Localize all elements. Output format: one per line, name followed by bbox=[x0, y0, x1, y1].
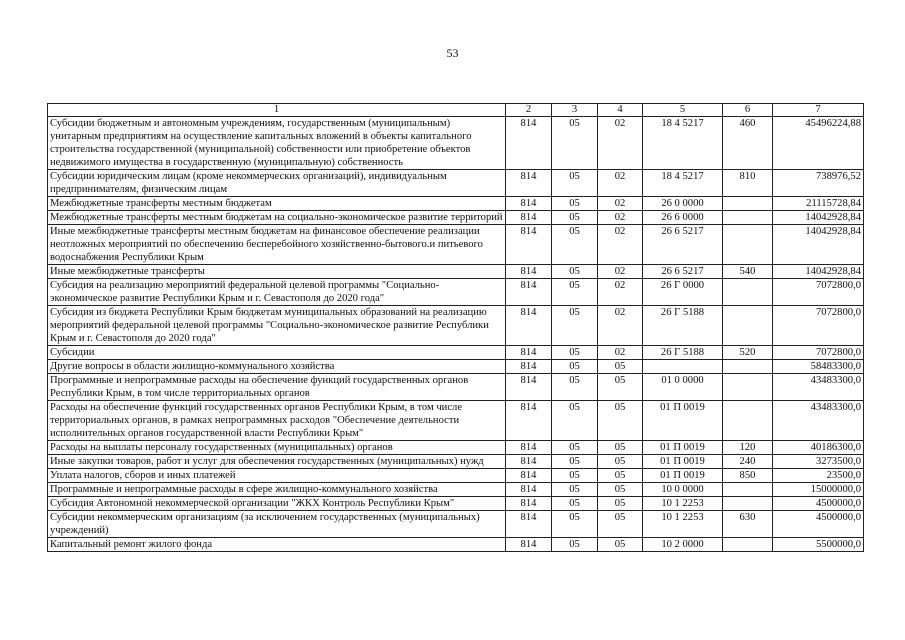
expense-type-cell bbox=[723, 497, 773, 511]
expense-type-cell: 520 bbox=[723, 346, 773, 360]
row-name-cell: Иные межбюджетные трансферты местным бюджетам на финансовое обеспечение реализации неотложных мероприятий по обеспечению бесперебойного хозяйственно-бытового.и питьевого водоснабжения Республики Крым bbox=[48, 225, 506, 265]
section-code-cell: 05 bbox=[552, 117, 598, 170]
expense-type-cell bbox=[723, 225, 773, 265]
admin-code-cell: 814 bbox=[506, 170, 552, 197]
row-name-cell: Иные закупки товаров, работ и услуг для обеспечения государственных (муниципальных) нужд bbox=[48, 455, 506, 469]
table-row bbox=[48, 306, 864, 346]
header-row bbox=[48, 104, 864, 117]
row-name-cell: Программные и непрограммные расходы на обеспечение функций государственных органов Республики Крым, в том числе территориальных органов bbox=[48, 374, 506, 401]
section-code-cell: 05 bbox=[552, 170, 598, 197]
subsection-code-cell: 05 bbox=[598, 374, 643, 401]
row-name-cell: Субсидия из бюджета Республики Крым бюджетам муниципальных образований на реализацию мероприятий федеральной целевой программы "Социально-экономическое развитие Республики Крым и г. Севастополя до 2020 года" bbox=[48, 306, 506, 346]
amount-cell: 7072800,0 bbox=[773, 306, 864, 346]
subsection-code-cell: 02 bbox=[598, 279, 643, 306]
expense-type-cell bbox=[723, 279, 773, 306]
amount-cell: 4500000,0 bbox=[773, 497, 864, 511]
section-code-cell: 05 bbox=[552, 346, 598, 360]
target-article-cell: 01 П 0019 bbox=[643, 441, 723, 455]
subsection-code-cell: 05 bbox=[598, 360, 643, 374]
row-name-cell: Субсидии юридическим лицам (кроме некоммерческих организаций), индивидуальным предпринимателям, физическим лицам bbox=[48, 170, 506, 197]
amount-cell: 43483300,0 bbox=[773, 374, 864, 401]
admin-code-cell: 814 bbox=[506, 469, 552, 483]
row-name-cell: Расходы на обеспечение функций государственных органов Республики Крым, в том числе территориальных органов, в рамках непрограммных расходов "Обеспечение деятельности исполнительных органов государственной власти Республики Крым" bbox=[48, 401, 506, 441]
table-row bbox=[48, 511, 864, 538]
section-code-cell: 05 bbox=[552, 483, 598, 497]
subsection-code-cell: 05 bbox=[598, 511, 643, 538]
section-code-cell: 05 bbox=[552, 211, 598, 225]
section-code-cell: 05 bbox=[552, 225, 598, 265]
subsection-code-cell: 05 bbox=[598, 455, 643, 469]
admin-code-cell: 814 bbox=[506, 538, 552, 552]
subsection-code-cell: 02 bbox=[598, 211, 643, 225]
target-article-cell: 26 Г 0000 bbox=[643, 279, 723, 306]
section-code-cell: 05 bbox=[552, 360, 598, 374]
header-cell: 6 bbox=[723, 104, 773, 117]
expense-type-cell: 810 bbox=[723, 170, 773, 197]
admin-code-cell: 814 bbox=[506, 197, 552, 211]
amount-cell: 40186300,0 bbox=[773, 441, 864, 455]
subsection-code-cell: 02 bbox=[598, 170, 643, 197]
row-name-cell: Субсидии некоммерческим организациям (за исключением государственных (муниципальных) учреждений) bbox=[48, 511, 506, 538]
amount-cell: 14042928,84 bbox=[773, 211, 864, 225]
header-cell: 3 bbox=[552, 104, 598, 117]
section-code-cell: 05 bbox=[552, 455, 598, 469]
admin-code-cell: 814 bbox=[506, 306, 552, 346]
table-row bbox=[48, 279, 864, 306]
expense-type-cell bbox=[723, 374, 773, 401]
admin-code-cell: 814 bbox=[506, 401, 552, 441]
subsection-code-cell: 05 bbox=[598, 497, 643, 511]
expense-type-cell bbox=[723, 538, 773, 552]
row-name-cell: Субсидия на реализацию мероприятий федеральной целевой программы "Социально-экономическое развитие Республики Крым и г. Севастополя до 2020 года" bbox=[48, 279, 506, 306]
table-row bbox=[48, 265, 864, 279]
target-article-cell: 10 0 0000 bbox=[643, 483, 723, 497]
target-article-cell: 18 4 5217 bbox=[643, 170, 723, 197]
subsection-code-cell: 05 bbox=[598, 401, 643, 441]
row-name-cell: Иные межбюджетные трансферты bbox=[48, 265, 506, 279]
subsection-code-cell: 02 bbox=[598, 197, 643, 211]
expense-type-cell: 630 bbox=[723, 511, 773, 538]
expense-type-cell bbox=[723, 360, 773, 374]
target-article-cell: 26 0 0000 bbox=[643, 197, 723, 211]
row-name-cell: Межбюджетные трансферты местным бюджетам на социально-экономическое развитие территорий bbox=[48, 211, 506, 225]
admin-code-cell: 814 bbox=[506, 346, 552, 360]
target-article-cell: 26 Г 5188 bbox=[643, 306, 723, 346]
row-name-cell: Субсидии bbox=[48, 346, 506, 360]
target-article-cell: 26 6 5217 bbox=[643, 225, 723, 265]
target-article-cell: 01 П 0019 bbox=[643, 401, 723, 441]
admin-code-cell: 814 bbox=[506, 279, 552, 306]
expense-type-cell: 240 bbox=[723, 455, 773, 469]
table-row bbox=[48, 117, 864, 170]
target-article-cell: 01 П 0019 bbox=[643, 469, 723, 483]
target-article-cell: 10 1 2253 bbox=[643, 497, 723, 511]
target-article-cell: 01 П 0019 bbox=[643, 455, 723, 469]
expense-type-cell: 540 bbox=[723, 265, 773, 279]
table-row bbox=[48, 374, 864, 401]
expense-type-cell bbox=[723, 211, 773, 225]
table-row bbox=[48, 225, 864, 265]
admin-code-cell: 814 bbox=[506, 374, 552, 401]
target-article-cell: 26 6 5217 bbox=[643, 265, 723, 279]
row-name-cell: Субсидия Автономной некоммерческой организации "ЖКХ Контроль Республики Крым" bbox=[48, 497, 506, 511]
admin-code-cell: 814 bbox=[506, 211, 552, 225]
subsection-code-cell: 02 bbox=[598, 265, 643, 279]
row-name-cell: Уплата налогов, сборов и иных платежей bbox=[48, 469, 506, 483]
table-row bbox=[48, 360, 864, 374]
expense-type-cell bbox=[723, 197, 773, 211]
subsection-code-cell: 05 bbox=[598, 469, 643, 483]
amount-cell: 7072800,0 bbox=[773, 346, 864, 360]
admin-code-cell: 814 bbox=[506, 265, 552, 279]
row-name-cell: Расходы на выплаты персоналу государственных (муниципальных) органов bbox=[48, 441, 506, 455]
amount-cell: 43483300,0 bbox=[773, 401, 864, 441]
amount-cell: 23500,0 bbox=[773, 469, 864, 483]
table-row bbox=[48, 401, 864, 441]
header-cell: 1 bbox=[48, 104, 506, 117]
expense-type-cell: 460 bbox=[723, 117, 773, 170]
table-row bbox=[48, 346, 864, 360]
amount-cell: 7072800,0 bbox=[773, 279, 864, 306]
amount-cell: 45496224,88 bbox=[773, 117, 864, 170]
section-code-cell: 05 bbox=[552, 265, 598, 279]
section-code-cell: 05 bbox=[552, 279, 598, 306]
target-article-cell: 10 1 2253 bbox=[643, 511, 723, 538]
target-article-cell bbox=[643, 360, 723, 374]
admin-code-cell: 814 bbox=[506, 441, 552, 455]
budget-table bbox=[47, 103, 864, 552]
amount-cell: 21115728,84 bbox=[773, 197, 864, 211]
expense-type-cell: 120 bbox=[723, 441, 773, 455]
subsection-code-cell: 05 bbox=[598, 483, 643, 497]
expense-type-cell bbox=[723, 401, 773, 441]
subsection-code-cell: 02 bbox=[598, 346, 643, 360]
subsection-code-cell: 02 bbox=[598, 306, 643, 346]
table-row bbox=[48, 497, 864, 511]
target-article-cell: 26 6 0000 bbox=[643, 211, 723, 225]
admin-code-cell: 814 bbox=[506, 117, 552, 170]
section-code-cell: 05 bbox=[552, 374, 598, 401]
page-number: 53 bbox=[446, 46, 459, 60]
row-name-cell: Программные и непрограммные расходы в сфере жилищно-коммунального хозяйства bbox=[48, 483, 506, 497]
expense-type-cell: 850 bbox=[723, 469, 773, 483]
subsection-code-cell: 05 bbox=[598, 538, 643, 552]
table-row bbox=[48, 455, 864, 469]
row-name-cell: Субсидии бюджетным и автономным учреждениям, государственным (муниципальным) унитарным предприятиям на осуществление капитальных вложений в объекты капитального строительства государственной (муниципальной) собственности или приобретение объектов недвижимого имущества в государственную (муниципальную) собственность bbox=[48, 117, 506, 170]
amount-cell: 15000000,0 bbox=[773, 483, 864, 497]
header-cell: 4 bbox=[598, 104, 643, 117]
amount-cell: 3273500,0 bbox=[773, 455, 864, 469]
expense-type-cell bbox=[723, 483, 773, 497]
header-cell: 2 bbox=[506, 104, 552, 117]
admin-code-cell: 814 bbox=[506, 497, 552, 511]
section-code-cell: 05 bbox=[552, 306, 598, 346]
table-row bbox=[48, 441, 864, 455]
amount-cell: 4500000,0 bbox=[773, 511, 864, 538]
admin-code-cell: 814 bbox=[506, 225, 552, 265]
table-row bbox=[48, 538, 864, 552]
amount-cell: 14042928,84 bbox=[773, 265, 864, 279]
row-name-cell: Межбюджетные трансферты местным бюджетам bbox=[48, 197, 506, 211]
section-code-cell: 05 bbox=[552, 197, 598, 211]
target-article-cell: 18 4 5217 bbox=[643, 117, 723, 170]
subsection-code-cell: 02 bbox=[598, 117, 643, 170]
target-article-cell: 01 0 0000 bbox=[643, 374, 723, 401]
table-row bbox=[48, 469, 864, 483]
section-code-cell: 05 bbox=[552, 538, 598, 552]
section-code-cell: 05 bbox=[552, 401, 598, 441]
table-row bbox=[48, 197, 864, 211]
section-code-cell: 05 bbox=[552, 497, 598, 511]
amount-cell: 5500000,0 bbox=[773, 538, 864, 552]
table-row bbox=[48, 211, 864, 225]
amount-cell: 58483300,0 bbox=[773, 360, 864, 374]
subsection-code-cell: 02 bbox=[598, 225, 643, 265]
table-row bbox=[48, 483, 864, 497]
header-cell: 5 bbox=[643, 104, 723, 117]
section-code-cell: 05 bbox=[552, 441, 598, 455]
section-code-cell: 05 bbox=[552, 469, 598, 483]
target-article-cell: 26 Г 5188 bbox=[643, 346, 723, 360]
admin-code-cell: 814 bbox=[506, 455, 552, 469]
admin-code-cell: 814 bbox=[506, 483, 552, 497]
amount-cell: 14042928,84 bbox=[773, 225, 864, 265]
subsection-code-cell: 05 bbox=[598, 441, 643, 455]
table-row bbox=[48, 170, 864, 197]
target-article-cell: 10 2 0000 bbox=[643, 538, 723, 552]
admin-code-cell: 814 bbox=[506, 360, 552, 374]
row-name-cell: Капитальный ремонт жилого фонда bbox=[48, 538, 506, 552]
section-code-cell: 05 bbox=[552, 511, 598, 538]
amount-cell: 738976,52 bbox=[773, 170, 864, 197]
row-name-cell: Другие вопросы в области жилищно-коммунального хозяйства bbox=[48, 360, 506, 374]
admin-code-cell: 814 bbox=[506, 511, 552, 538]
expense-type-cell bbox=[723, 306, 773, 346]
header-cell: 7 bbox=[773, 104, 864, 117]
